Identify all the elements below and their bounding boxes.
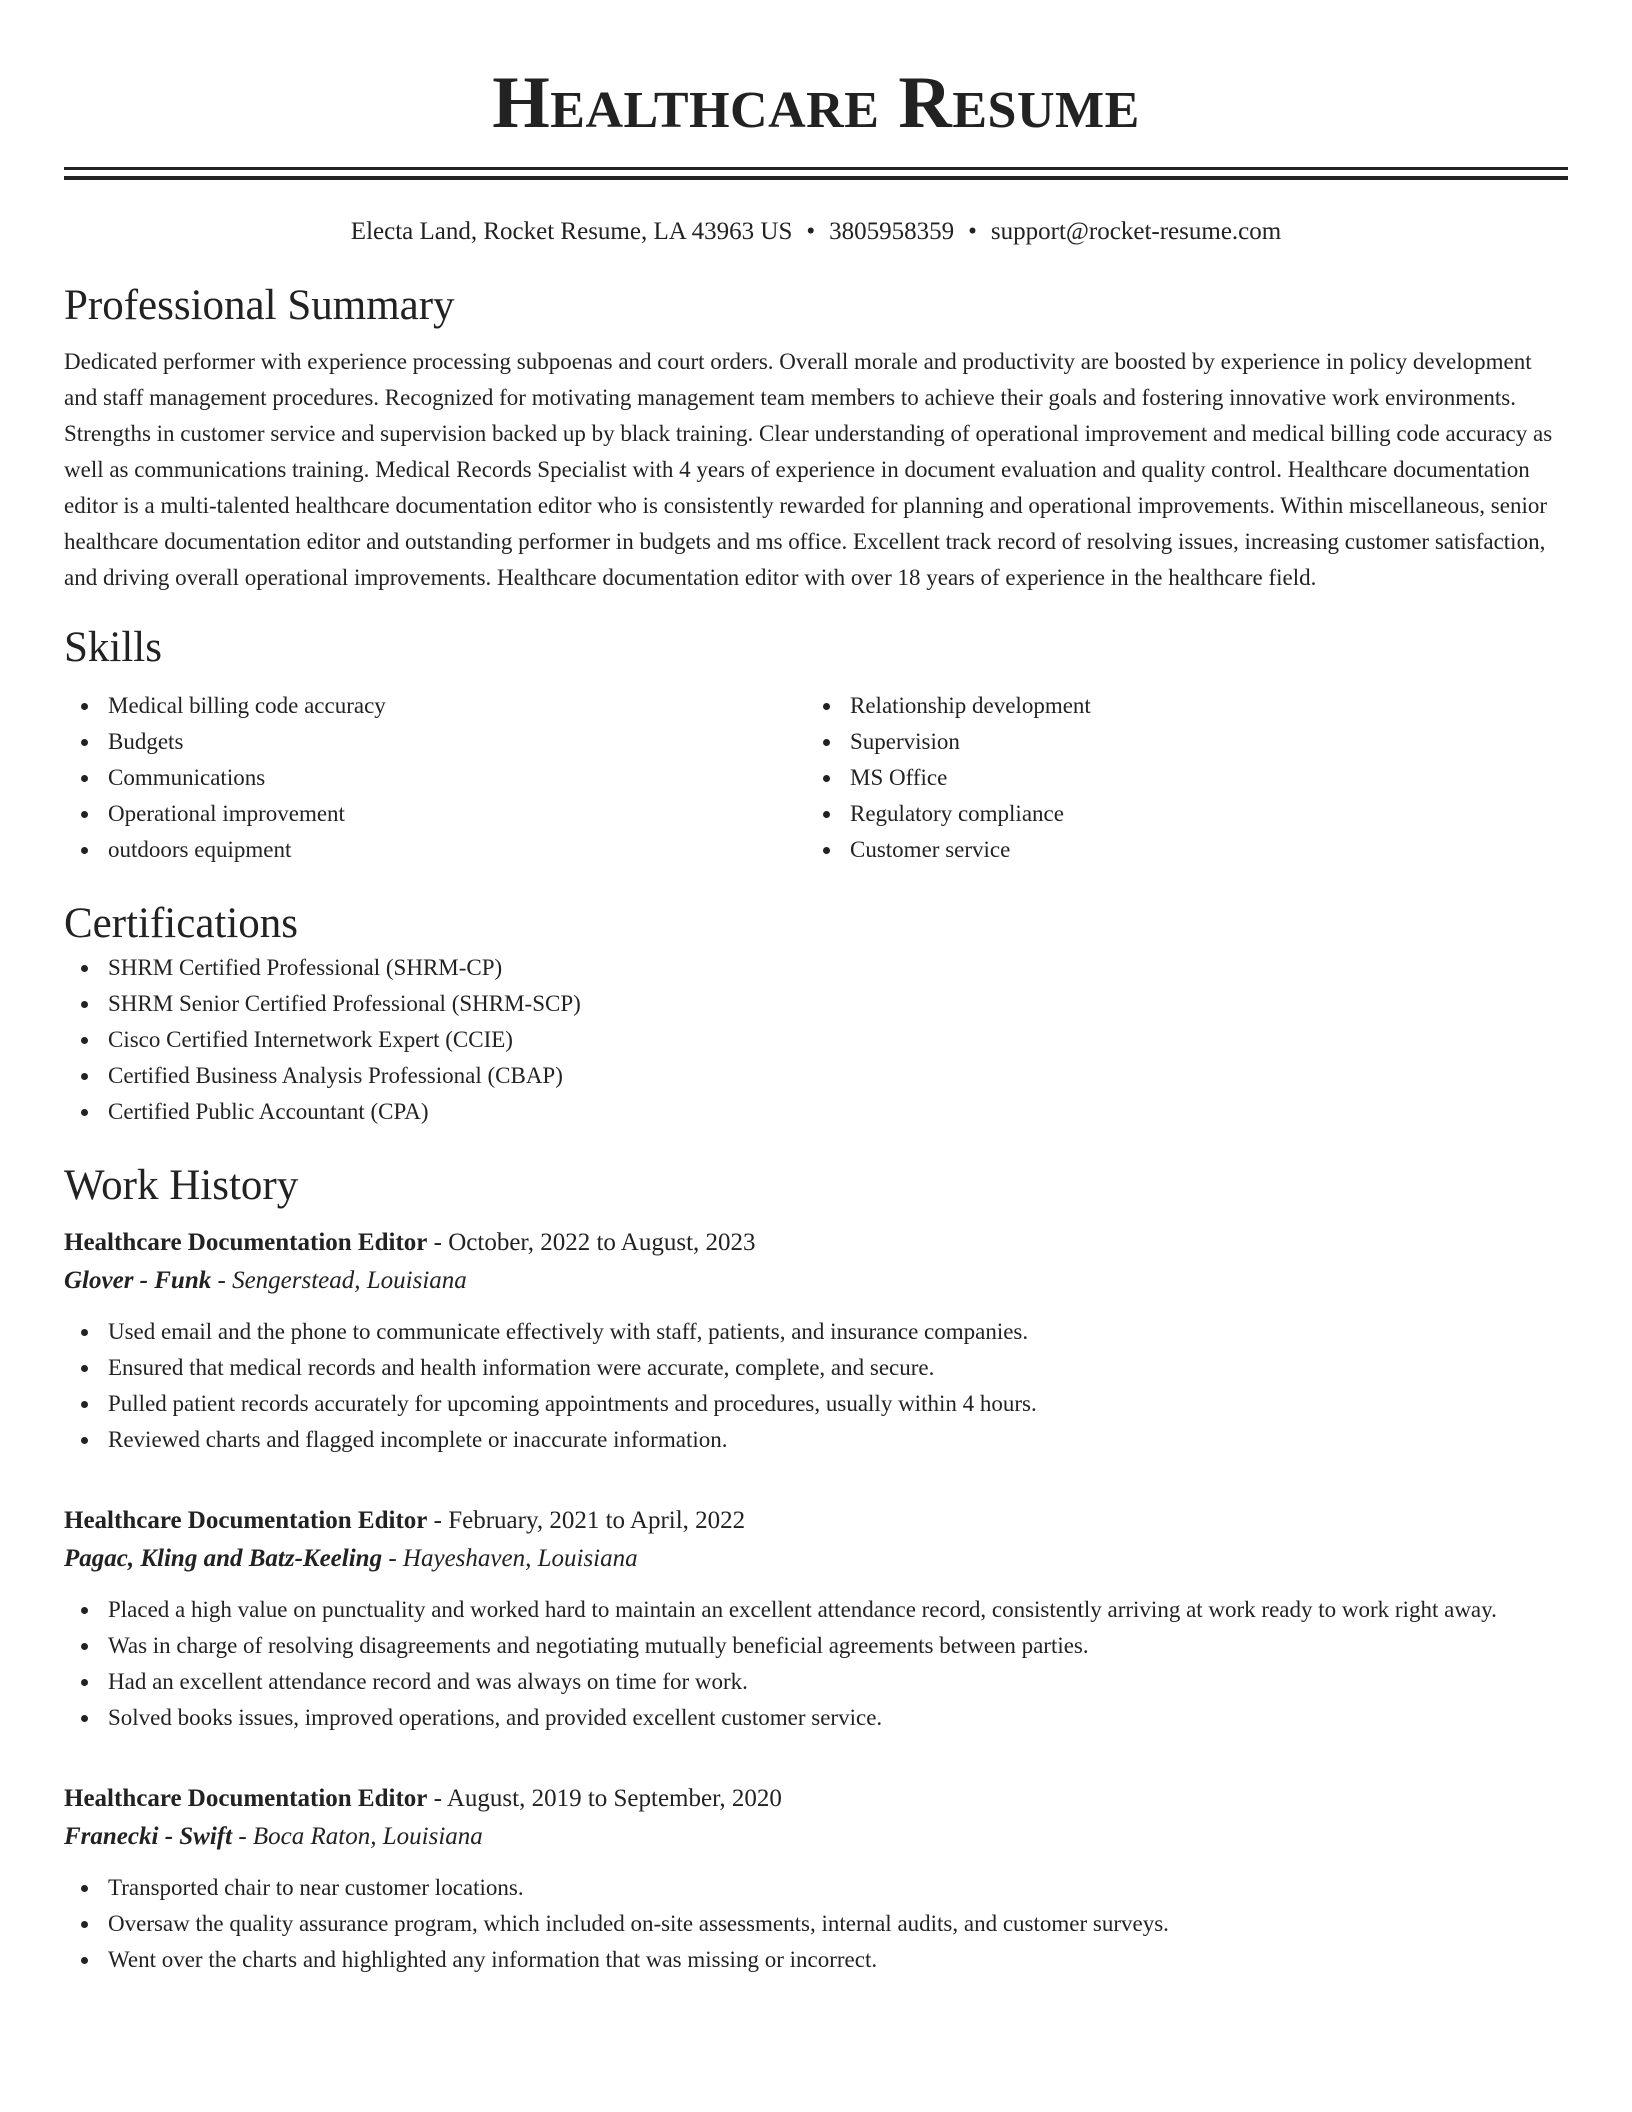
job-title-line [64,1224,1568,1262]
certification-item: Certified Business Analysis Professional (CBAP) [64,1058,1568,1094]
job-company: Glover - Funk [64,1267,212,1294]
job-location: Sengerstead, Louisiana [232,1267,467,1294]
job-company: Franecki - Swift [64,1823,233,1850]
job-bullets [64,1592,1568,1736]
skills-list [64,688,1568,868]
job-dates: February, 2021 to April, 2022 [448,1507,746,1534]
title-rule-top [64,167,1568,170]
job-dash: - [382,1545,403,1572]
job-bullet: Went over the charts and highlighted any information that was missing or incorrect. [64,1942,1568,1978]
job-role: Healthcare Documentation Editor [64,1229,428,1256]
job-dash: - [427,1229,449,1256]
job-company-line [64,1262,1568,1300]
resume-title: Healthcare Resume [492,62,1140,144]
resume-page [64,0,1568,1978]
skill-item: MS Office [806,760,1548,796]
skill-item: Regulatory compliance [806,796,1548,832]
contact-separator: • [806,218,816,245]
skill-item: Operational improvement [64,796,806,832]
job-location: Boca Raton, Louisiana [252,1823,483,1850]
contact-separator: • [968,218,977,245]
job-dates: October, 2022 to August, 2023 [448,1229,756,1256]
job-dash: - [427,1785,447,1812]
skill-item: Supervision [806,724,1548,760]
job-location: Hayeshaven, Louisiana [402,1545,638,1572]
job-bullet: Was in charge of resolving disagreements and negotiating mutually beneficial agreements between parties. [64,1628,1568,1664]
certifications-list [64,950,1568,1130]
job-bullet: Transported chair to near customer locations. [64,1870,1568,1906]
job-dash: - [427,1507,449,1534]
job-bullet: Oversaw the quality assurance program, which included on-site assessments, internal audits, and customer surveys. [64,1906,1568,1942]
skills-column-left [64,688,806,868]
job-title-line [64,1780,1568,1818]
job-company: Pagac, Kling and Batz-Keeling [64,1545,383,1572]
job-title-line [64,1502,1568,1540]
skill-item: Customer service [806,832,1548,868]
job-company-line [64,1818,1568,1856]
certification-item: Cisco Certified Internetwork Expert (CCIE) [64,1022,1568,1058]
job-bullets [64,1870,1568,1978]
contact-line [64,216,1568,248]
contact-phone: 3805958359 [829,218,955,245]
title-rule-bottom [64,176,1568,180]
job-bullet: Pulled patient records accurately for upcoming appointments and procedures, usually within 4 hours. [64,1386,1568,1422]
contact-email: support@rocket-resume.com [990,218,1282,245]
job-role: Healthcare Documentation Editor [64,1507,428,1534]
summary-text: Dedicated performer with experience processing subpoenas and court orders. Overall morale and productivity are boosted by experience in policy development and staff management procedures. Recognized for motivating management team members to achieve their goals and fostering innovative work environments. Strengths in customer service and supervision backed up by black training. Clear understanding of operational improvement and medical billing code accuracy as well as communications training. Medical Records Specialist with 4 years of experience in document evaluation and quality control. Healthcare documentation editor is a multi-talented healthcare documentation editor who is consistently rewarded for planning and operational improvements. Within miscellaneous, senior healthcare documentation editor and outstanding performer in budgets and ms office. Excellent track record of resolving issues, increasing customer satisfaction, and driving overall operational improvements. Healthcare documentation editor with over 18 years of experience in the healthcare field. [64,349,1553,590]
work-history-heading: Work History [64,1162,299,1209]
certification-item: SHRM Senior Certified Professional (SHRM-SCP) [64,986,1568,1022]
job-bullet: Solved books issues, improved operations, and provided excellent customer service. [64,1700,1568,1736]
job-bullet: Reviewed charts and flagged incomplete or inaccurate information. [64,1422,1568,1458]
job-role: Healthcare Documentation Editor [64,1785,428,1812]
certifications-heading: Certifications [64,900,299,947]
job-entry [64,1224,1568,1458]
skill-item: Budgets [64,724,806,760]
skills-heading: Skills [64,624,162,671]
skill-item: Medical billing code accuracy [64,688,806,724]
job-bullet: Had an excellent attendance record and was always on time for work. [64,1664,1568,1700]
job-bullet: Ensured that medical records and health information were accurate, complete, and secure. [64,1350,1568,1386]
skill-item: Relationship development [806,688,1548,724]
skills-column-right [806,688,1548,868]
job-entry [64,1780,1568,1978]
job-bullet: Placed a high value on punctuality and worked hard to maintain an excellent attendance record, consistently arriving at work ready to work right away. [64,1592,1568,1628]
job-dates: August, 2019 to September, 2020 [446,1785,782,1812]
contact-address: Electa Land, Rocket Resume, LA 43963 US [350,218,793,245]
job-dash: - [211,1267,233,1294]
job-company-line [64,1540,1568,1578]
certification-item: SHRM Certified Professional (SHRM-CP) [64,950,1568,986]
job-entry [64,1502,1568,1736]
summary-heading: Professional Summary [64,282,455,329]
skill-item: outdoors equipment [64,832,806,868]
job-bullets [64,1314,1568,1458]
certification-item: Certified Public Accountant (CPA) [64,1094,1568,1130]
job-bullet: Used email and the phone to communicate effectively with staff, patients, and insurance companies. [64,1314,1568,1350]
job-dash: - [232,1823,253,1850]
skill-item: Communications [64,760,806,796]
